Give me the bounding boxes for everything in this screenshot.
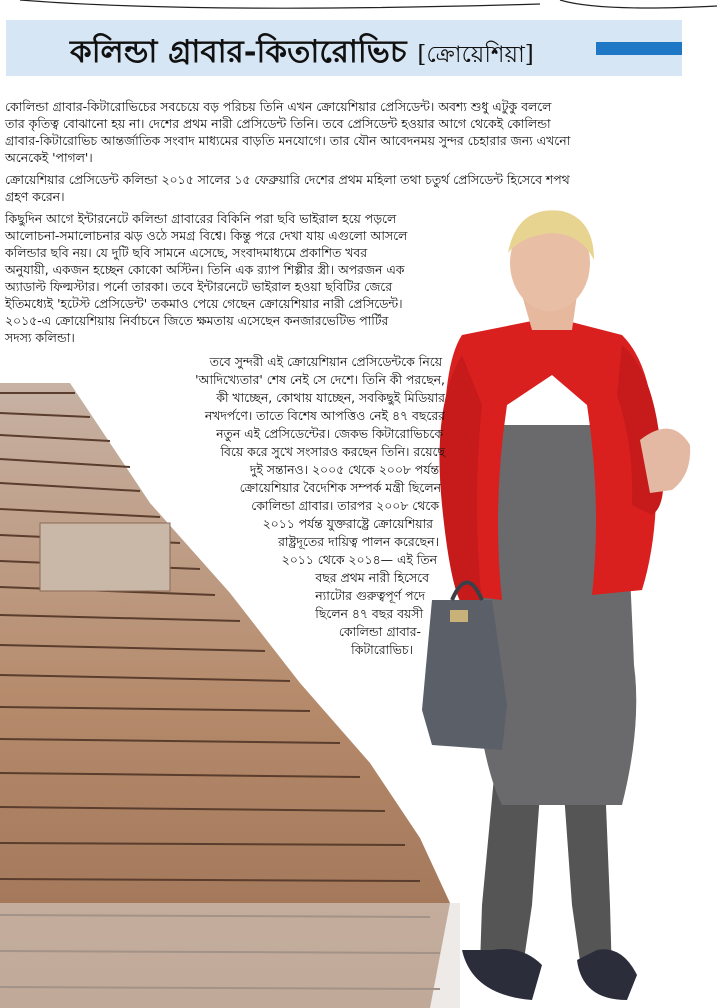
p4-line-12: ২০১১ থেকে ২০১৪— এই তিন: [281, 552, 437, 567]
top-decorative-arcs: [0, 0, 717, 14]
p1-line-1: কোলিন্ডা গ্রাবার-কিটারোভিচের সবচেয়ে বড় পরিচয় তিনি এখন ক্রোয়েশিয়ার প্রেসিডেন্ট। অবশ্য শুধু এটুকু বললে: [5, 99, 552, 114]
p4-line-10: ২০১১ পর্যন্ত যুক্তরাষ্ট্রে ক্রোয়েশিয়ার: [262, 516, 433, 531]
p3-line-8: সদস্য কলিন্ডা।: [5, 330, 75, 345]
title-accent-bar: [596, 42, 682, 55]
p4-line-4: নখদর্পণে। তাতে বিশেষ আপত্তিও নেই ৪৭ বছরের: [204, 408, 445, 423]
p1-line-4: অনেকেই 'পাগল'।: [5, 150, 93, 165]
p4-line-8: ক্রোয়েশিয়ার বৈদেশিক সম্পর্ক মন্ত্রী ছিলেন: [239, 480, 441, 495]
p4-line-5: নতুন এই প্রেসিডেন্টের। জেকভ কিটারোভিচকে: [216, 426, 443, 441]
p4-line-6: বিয়ে করে সুখে সংসারও করছেন তিনি। রয়েছে: [220, 444, 445, 459]
title-name: কলিন্ডা গ্রাবার-কিতারোভিচ: [70, 34, 407, 70]
p3-line-3: কলিন্ডার ছবি নয়। যে দুটি ছবি সামনে এসেছে, সংবাদমাধ্যমে প্রকাশিত খবর: [5, 245, 368, 260]
p3-line-2: আলোচনা-সমালোচনার ঝড় ওঠে সমগ্র বিশ্বে। কিন্তু পরে দেখা যায় এগুলো আসলে: [5, 228, 408, 243]
title-country: [ক্রোয়েশিয়া]: [417, 42, 534, 68]
p3-line-6: ইতিমধ্যেই 'হটেস্ট প্রেসিডেন্ট' তকমাও পেয়ে গেছেন ক্রোয়েশিয়ার নারী প্রেসিডেন্ট।: [5, 296, 403, 311]
president-photo: [372, 205, 712, 1005]
article-title: [70, 28, 534, 80]
p1-line-2: তার কৃতিত্ব বোঝানো হয় না। দেশের প্রথম নারী প্রেসিডেন্ট তিনি। তবে প্রেসিডেন্ট হওয়ার আগে থেকেই কোলিন্ডা: [5, 116, 551, 131]
p4-line-16: কোলিন্ডা গ্রাবার-: [338, 624, 421, 639]
p3-line-7: ২০১৫-এ ক্রোয়েশিয়ায় নির্বাচনে জিতে ক্ষমতায় এসেছেন কনজারভেটিভ পার্টির: [5, 313, 389, 328]
p2-line-2: গ্রহণ করেন।: [5, 189, 65, 204]
p3-line-4: অনুযায়ী, একজন হচ্ছেন কোকো অস্টিন। তিনি এক র‍্যাপ শিল্পীর স্ত্রী। অপরজন এক: [5, 262, 405, 277]
p4-line-14: ন্যাটোর গুরুত্বপূর্ণ পদে: [315, 588, 425, 603]
p3-line-1: কিছুদিন আগে ইন্টারনেটে কলিন্ডা গ্রাবারের বিকিনি পরা ছবি ভাইরাল হয়ে পড়লে: [5, 211, 397, 226]
p4-line-7: দুই সন্তানও। ২০০৫ থেকে ২০০৮ পর্যন্ত: [249, 462, 439, 477]
p1-line-3: গ্রাবার-কিটারোভিচ আন্তর্জাতিক সংবাদ মাধ্যমের বাড়তি মনযোগে। তার যৌন আবেদনময় সুন্দর চেহারার জন্য এখনো: [5, 133, 571, 148]
p4-line-3: কী খাচ্ছেন, কোথায় যাচ্ছেন, সবকিছুই মিডিয়ার: [216, 390, 445, 405]
p4-line-13: বছর প্রথম নারী হিসেবে: [315, 570, 429, 585]
p4-line-17: কিটারোভিচ।: [351, 642, 413, 657]
p4-line-11: রাষ্ট্রদূতের দায়িত্ব পালন করেছেন।: [278, 534, 439, 549]
p3-line-5: অ্যাডাল্ট ফিল্মস্টার। পর্নো তারকা। তবে ইন্টারনেটে ভাইরাল হওয়া ছবিটির জেরে: [5, 279, 393, 294]
p4-line-1: তবে সুন্দরী এই ক্রোয়েশিয়ান প্রেসিডেন্টকে নিয়ে: [209, 354, 442, 369]
p4-line-9: কোলিন্ডা গ্রাবার। তারপর ২০০৮ থেকে: [251, 498, 439, 513]
p4-line-15: ছিলেন ৪৭ বছর বয়সী: [315, 606, 423, 621]
p4-line-2: 'আদিখ্যেতার' শেষ নেই সে দেশে। তিনি কী পরছেন,: [195, 372, 445, 387]
p2-line-1: ক্রোয়েশিয়ার প্রেসিডেন্ট কলিন্ডা ২০১৫ সালের ১৫ ফেব্রুয়ারি দেশের প্রথম মহিলা তথা চতুর্থ প্রেসিডেন্ট হিসেবে শপথ: [5, 172, 570, 187]
